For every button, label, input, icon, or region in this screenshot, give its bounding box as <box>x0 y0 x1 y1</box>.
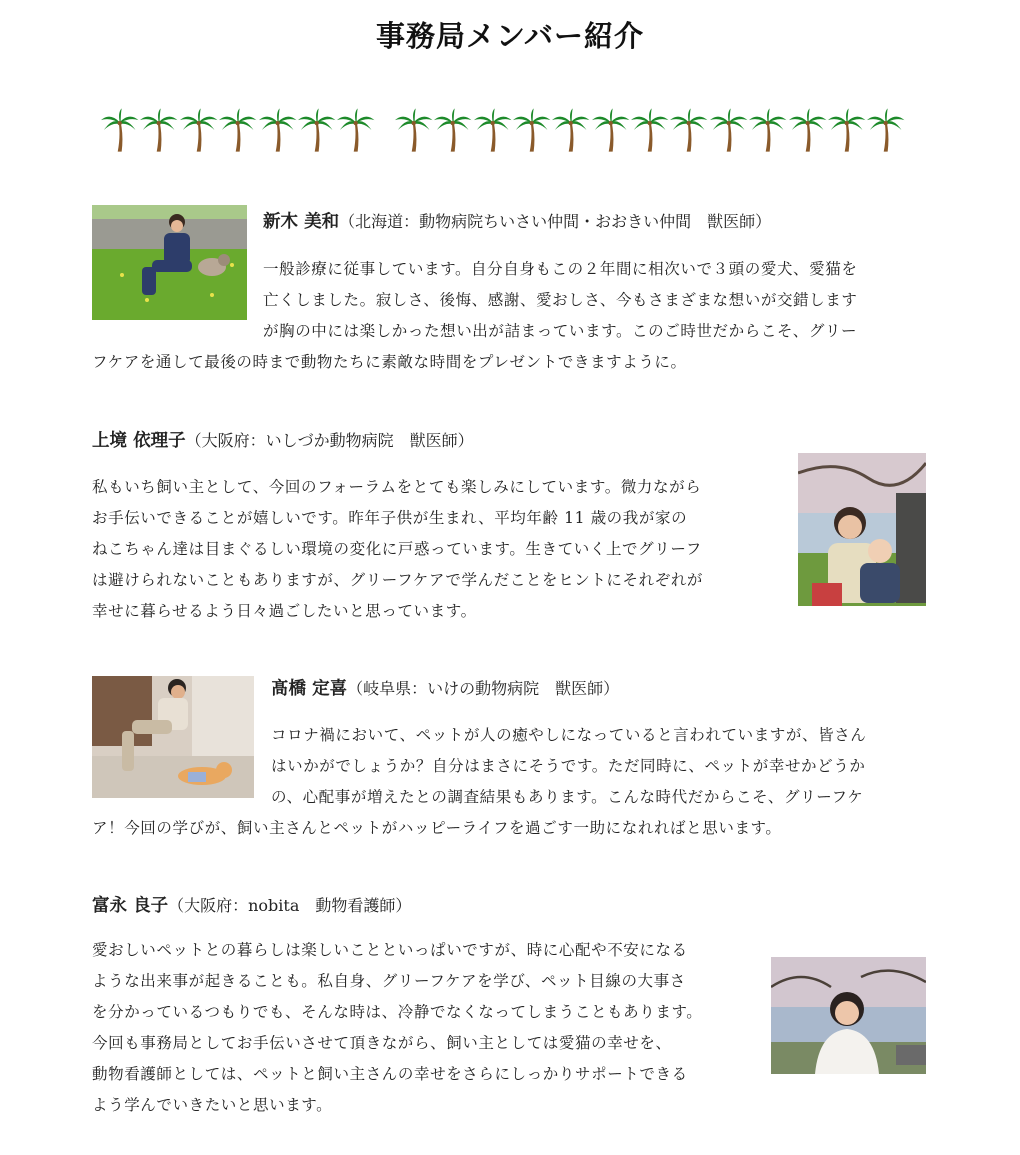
member-heading <box>271 677 619 701</box>
member-name: 新木 美和 <box>263 212 340 232</box>
member-affiliation: （岐阜県：いけの動物病院 獣医師） <box>347 679 620 698</box>
palm-tree-icon <box>394 108 433 152</box>
palm-tree-icon <box>630 108 669 152</box>
bio-line: 動物看護師としては、ペットと飼い主さんの幸せをさらにしっかりサポートできる <box>92 1065 688 1083</box>
bio-line: ねこちゃん達は目まぐるしい環境の変化に戸惑っています。生きていく上でグリーフ <box>92 540 702 558</box>
member-photo-takahashi <box>92 676 254 798</box>
member-affiliation: （大阪府：nobita 動物看護師） <box>168 896 412 915</box>
member-affiliation: （大阪府：いしづか動物病院 獣医師） <box>185 431 474 450</box>
member-name: 上境 依理子 <box>92 431 186 451</box>
bio-line: フケアを通して最後の時まで動物たちに素敵な時間をプレゼントできますように。 <box>92 353 687 371</box>
member-photo-kamizakai <box>798 453 926 606</box>
bio-line: はいかがでしょうか？自分はまさにそうです。ただ同時に、ペットが幸せかどうか <box>271 757 866 775</box>
bio-line: 私もいち飼い主として、今回のフォーラムをとても楽しみにしています。微力ながら <box>92 478 702 496</box>
palm-tree-icon <box>218 108 257 152</box>
palm-tree-icon <box>139 108 178 152</box>
bio-line: 今回も事務局としてお手伝いさせて頂きながら、飼い主としては愛猫の幸せを、 <box>92 1034 672 1052</box>
palm-tree-icon <box>258 108 297 152</box>
palm-tree-icon <box>866 108 905 152</box>
palm-tree-icon <box>827 108 866 152</box>
member-photo-araki <box>92 205 247 320</box>
member-heading <box>92 894 411 918</box>
bio-line: ような出来事が起きることも。私自身、グリーフケアを学び、ペット目線の大事さ <box>92 972 686 990</box>
bio-line: を分かっているつもりでも、そんな時は、冷静でなくなってしまうこともあります。 <box>92 1003 703 1021</box>
bio-line: コロナ禍において、ペットが人の癒やしになっていると言われていますが、皆さん <box>271 726 867 744</box>
member-affiliation: （北海道：動物病院ちいさい仲間・おおきい仲間 獣医師） <box>339 212 772 231</box>
bio-line: お手伝いできることが嬉しいです。昨年子供が生まれ、平均年齢 11 歳の我が家の <box>92 509 688 527</box>
palm-tree-icon <box>709 108 748 152</box>
bio-line: の、心配事が増えたとの調査結果もあります。こんな時代だからこそ、グリーフケ <box>271 788 864 806</box>
palm-tree-icon <box>512 108 551 152</box>
bio-line: は避けられないこともありますが、グリーフケアで学んだことをヒントにそれぞれが <box>92 571 704 589</box>
palm-tree-border <box>100 108 912 152</box>
member-name: 髙橋 定喜 <box>271 679 348 699</box>
palm-tree-icon <box>179 108 218 152</box>
member-name: 富永 良子 <box>92 896 169 916</box>
palm-tree-icon <box>433 108 472 152</box>
bio-line: よう学んでいきたいと思います。 <box>92 1096 333 1114</box>
palm-tree-icon <box>100 108 139 152</box>
palm-tree-icon <box>473 108 512 152</box>
palm-tree-icon <box>591 108 630 152</box>
bio-line: 幸せに暮らせるよう日々過ごしたいと思っています。 <box>92 602 477 620</box>
palm-tree-icon <box>297 108 336 152</box>
member-heading <box>92 429 474 453</box>
bio-line: が胸の中には楽しかった想い出が詰まっています。このご時世だからこそ、グリー <box>263 322 858 340</box>
bio-line: 一般診療に従事しています。自分自身もこの２年間に相次いで３頭の愛犬、愛猫を <box>263 260 858 278</box>
bio-line: ア！今回の学びが、飼い主さんとペットがハッピーライフを過ごす一助になれればと思います。 <box>92 819 782 837</box>
palm-tree-icon <box>748 108 787 152</box>
palm-tree-icon <box>336 108 375 152</box>
member-photo-tominaga <box>771 957 926 1074</box>
palm-tree-icon <box>788 108 827 152</box>
palm-tree-icon <box>669 108 708 152</box>
page-title: 事務局メンバー紹介 <box>376 19 644 53</box>
palm-tree-icon <box>551 108 590 152</box>
member-heading <box>263 210 771 234</box>
bio-line: 亡くしました。寂しさ、後悔、感謝、愛おしさ、今もさまざまな想いが交錯します <box>263 291 858 309</box>
bio-line: 愛おしいペットとの暮らしは楽しいことといっぱいですが、時に心配や不安になる <box>92 941 688 959</box>
